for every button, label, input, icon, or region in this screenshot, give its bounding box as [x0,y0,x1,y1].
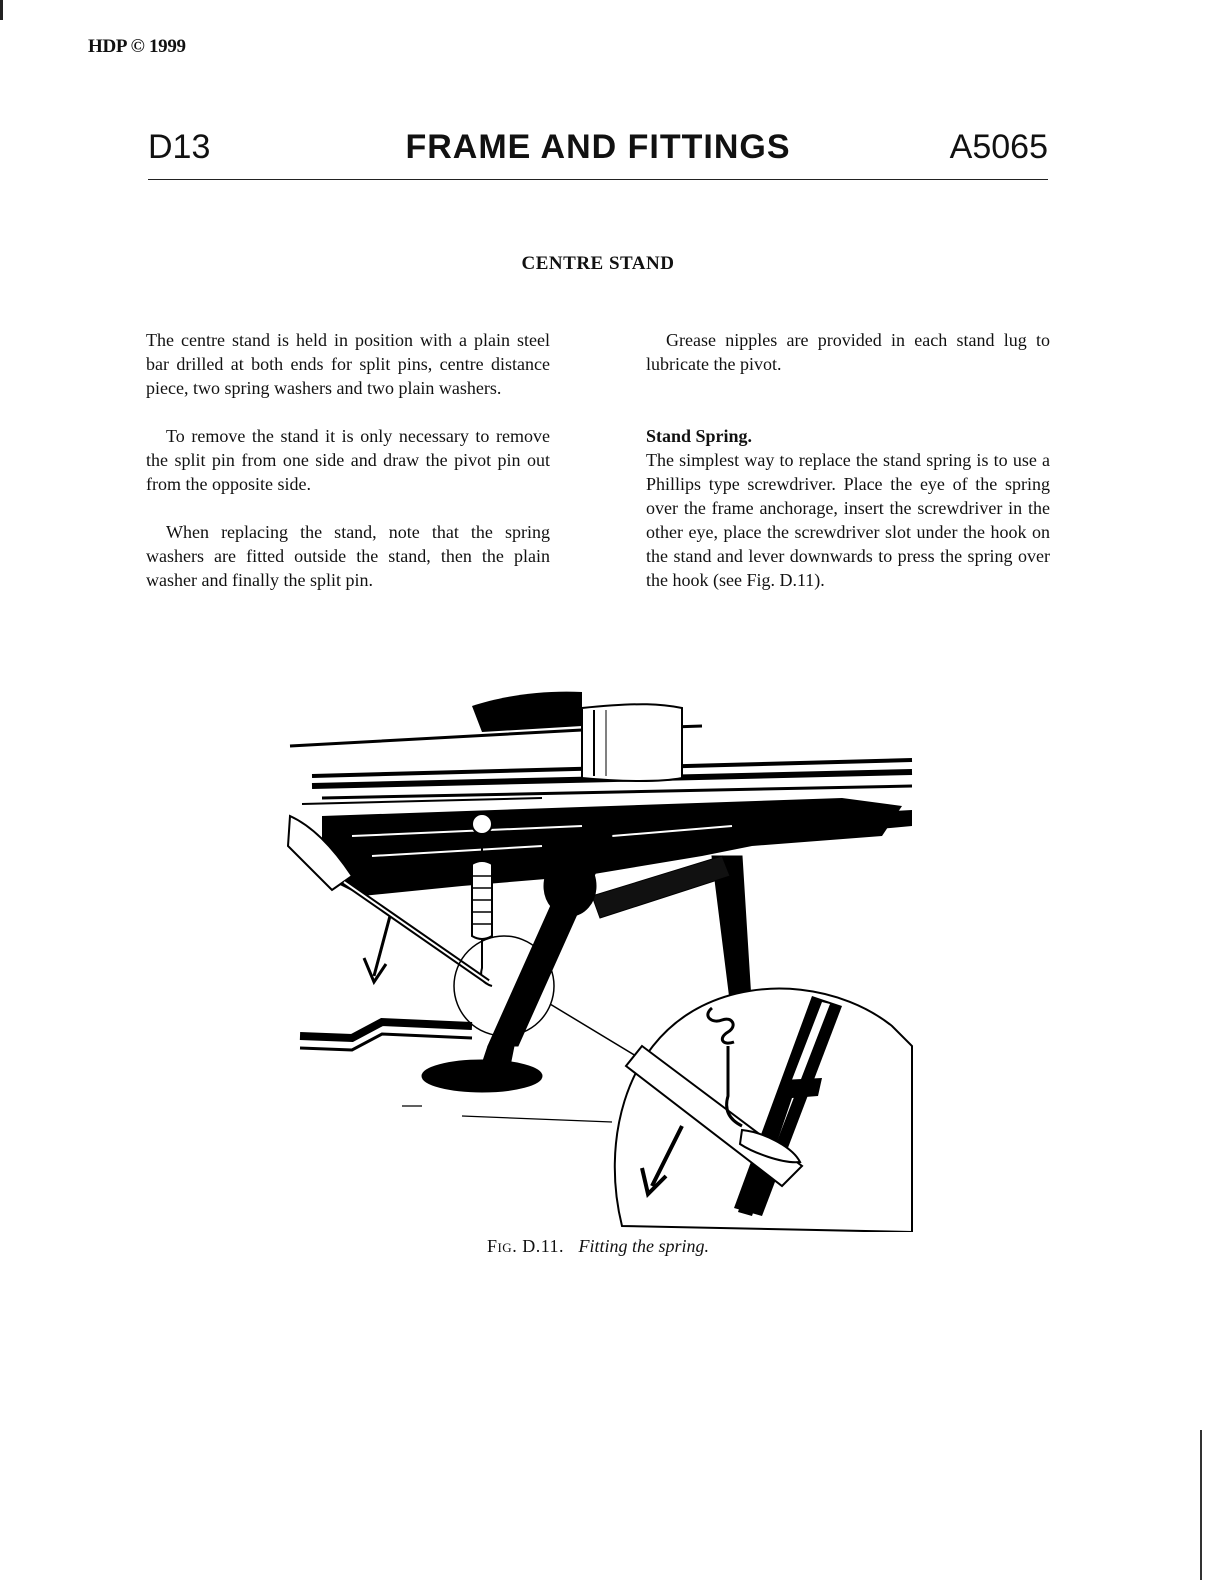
paragraph-grease-nipples: Grease nipples are provided in each stand lug to lubricate the pivot. [646,330,1050,374]
figure-caption-text: Fitting the spring. [578,1236,710,1256]
figure-fitting-spring-illustration [282,686,922,1232]
figure-label: Fig. D.11. [486,1236,565,1256]
figure-caption [148,1236,1048,1257]
header-rule [148,179,1048,180]
scan-edge-mark-top [0,0,3,20]
page-title: FRAME AND FITTINGS [405,128,791,166]
left-column [146,328,550,616]
page-header [148,128,1048,172]
copyright-notice: HDP © 1999 [88,36,186,57]
frame-tubes [290,704,912,804]
paragraph-stand-removal: To remove the stand it is only necessary to remove the split pin from one side and draw the pivot pin out from the opposite side. [146,426,550,494]
right-column [646,328,1050,616]
model-code: A5065 [949,128,1048,166]
section-code: D13 [148,128,211,166]
enlarged-detail [615,989,912,1232]
lever-down-arrow-small [364,916,390,982]
paragraph-stand-replacement: When replacing the stand, note that the spring washers are fitted outside the stand, then the plain washer and finally the split pin. [146,522,550,590]
scan-edge-mark [1200,1430,1202,1580]
paragraph-stand-mounting: The centre stand is held in position with a plain steel bar drilled at both ends for split pins, centre distance piece, two spring washers and two plain washers. [146,330,550,398]
paragraph-stand-spring: The simplest way to replace the stand spring is to use a Phillips type screwdriver. Place the eye of the spring over the frame anchorage, insert the screwdriver in the other eye, place the screwdriver slot under the hook on the stand and lever downwards to press the spring over the hook (see Fig. D.11). [646,450,1050,590]
section-title: CENTRE STAND [521,253,675,274]
subheading-stand-spring: Stand Spring. [646,426,753,446]
